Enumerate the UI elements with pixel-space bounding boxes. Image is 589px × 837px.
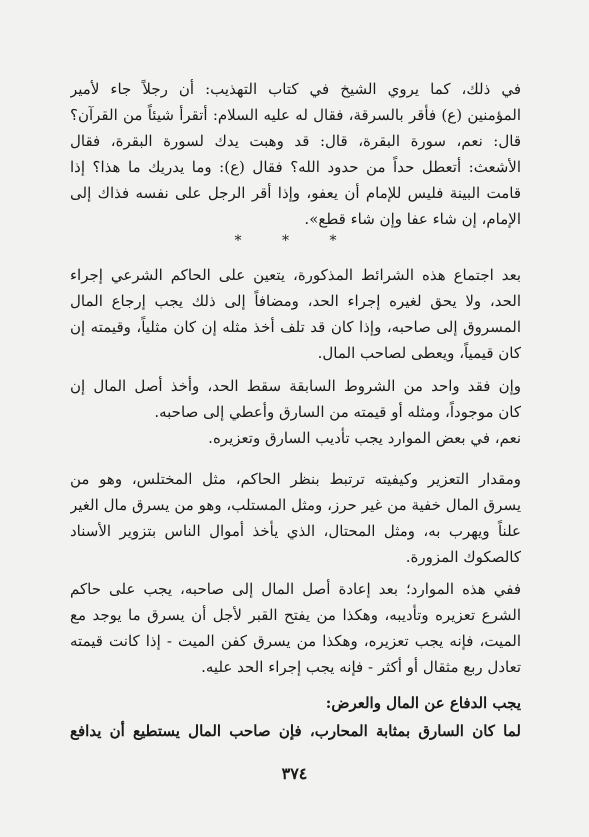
text-line: بعد اجتماع هذه الشرائط المذكورة، يتعين على الحاكم الشرعي إجراء [70,266,521,284]
text-line: الشرع تعزيره وتأديبه، وهكذا من يفتح القبر لأجل أن يسرق ما يوجد مع [70,606,521,624]
paragraph-hadith [70,76,521,232]
section-heading [70,690,521,716]
page-number: ٣٧٤ [281,764,308,783]
heading-line: يجب الدفاع عن المال والعرض: [325,694,521,712]
text-line: المسروق إلى صاحبه، وإذا كان قد تلف أخذ مثله إن كان مثلياً، وقيمته إن [70,318,521,336]
text-line: الميت، فإنه يجب تعزيره، وهكذا من يسرق كفن الميت - إذا كانت قيمته [70,632,521,650]
paragraph-defense [70,718,521,744]
text-line: قامت البينة فليس للإمام أن يعفو، وإذا أقر الرجل على نفسه فذاك إلى [70,184,521,202]
text-line: ومقدار التعزير وكيفيته ترتبط بنظر الحاكم، مثل المختلس، وهو من [70,470,521,488]
text-line: كان قيمياً، ويعطى لصاحب المال. [317,344,521,362]
text-line: في ذلك، كما يروي الشيخ في كتاب التهذيب: أن رجلاً جاء لأمير [70,80,521,98]
text-line: الحد، ولا يحق لغيره إجراء الحد، ومضافاً إلى ذلك يجب إرجاع المال [70,292,521,310]
text-line: ففي هذه الموارد؛ بعد إعادة أصل المال إلى صاحبه، يجب على حاكم [70,580,521,598]
text-line: كان موجوداً، ومثله أو قيمته من السارق وأعطي إلى صاحبه. [154,403,521,421]
text-line: الإمام، إن شاء عفا وإن شاء قطع». [304,210,521,228]
text-line: نعم، في بعض الموارد يجب تأديب السارق وتعزيره. [208,429,521,447]
paragraph-missing-condition [70,373,521,425]
paragraph-these-cases [70,576,521,680]
paragraph-conditions [70,262,521,366]
paragraph-taazir-amount [70,466,521,570]
text-line: الأشعث: أتعطل حداً من حدود الله؟ فقال (ع): وما يدريك ما هذا؟ إذا [70,158,521,176]
text-line: قال: نعم، سورة البقرة، قال: قد وهبت يدك لسورة البقرة، فقال [70,132,521,150]
text-line: المؤمنين (ع) فأقر بالسرقة، فقال له عليه السلام: أتقرأ شيئاً من القرآن؟ [70,106,521,124]
text-line: لما كان السارق بمثابة المحارب، فإن صاحب المال يستطيع أن يدافع [70,722,521,740]
text-line: تعادل ربع مثقال أو أكثر - فإنه يجب إجراء الحد عليه. [201,658,521,676]
paragraph-taazir [70,425,521,451]
text-line: وإن فقد واحد من الشروط السابقة سقط الحد، وأخذ أصل المال إن [70,377,521,395]
text-line: كالصكوك المزورة. [405,548,521,566]
text-line: يسرق المال خفية من غير حرز، ومثل المستلب، وهو من يسرق مال الغير [70,496,521,514]
section-separator: * * * [234,233,355,249]
text-line: علناً ويهرب به، ومثل المحتال، الذي يأخذ أموال الناس بتزوير الأسناد [70,522,521,540]
